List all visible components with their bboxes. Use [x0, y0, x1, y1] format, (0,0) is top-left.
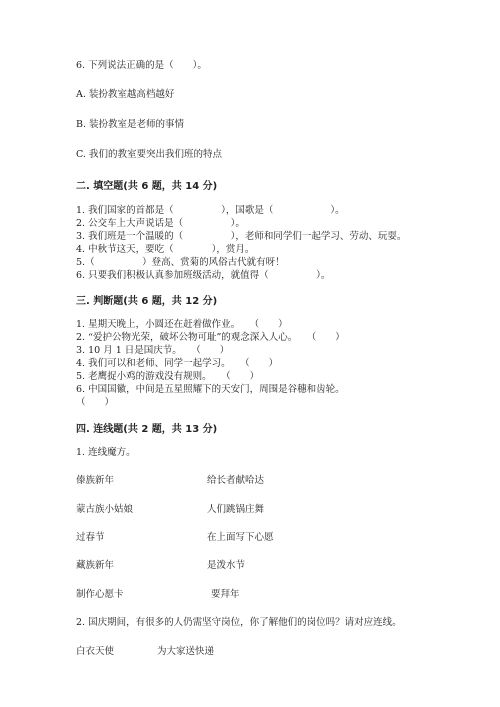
match-right-4: 是泼水节	[207, 560, 246, 571]
judge-item-4: 4. 我们可以和老师、同学一起学习。 （ ）	[76, 358, 279, 369]
match-right-3: 在上面写下心愿	[207, 532, 274, 543]
judge-item-1: 1. 星期天晚上，小圆还在赶着做作业。 （ ）	[76, 319, 288, 330]
judge-item-2: 2. “爱护公物光荣，破坏公物可耻”的观念深入人心。 （ ）	[76, 332, 345, 343]
match-left-3: 过春节	[76, 532, 105, 543]
fill-item-2: 2. 公交车上大声说话是（ ）。	[76, 218, 245, 229]
judge-item-6-bracket: （ ）	[76, 397, 115, 408]
match-left-4: 藏族新年	[76, 560, 115, 571]
match-heading: 四. 连线题(共 2 题，共 13 分)	[76, 424, 218, 435]
match-left-1: 傣族新年	[76, 475, 115, 486]
q6-option-a: A. 装扮教室越高档越好	[76, 89, 175, 100]
match-q2-right-1: 为大家送快递	[157, 646, 215, 657]
judge-item-3: 3. 10 月 1 日是国庆节。 （ ）	[76, 345, 230, 356]
match-q2-stem: 2. 国庆期间，有很多的人仍需坚守岗位，你了解他们的岗位吗？请对应连线。	[76, 617, 402, 628]
fill-item-1: 1. 我们国家的首都是（ ），国歌是（ ）。	[76, 205, 345, 216]
match-q1-stem: 1. 连线魔方。	[76, 447, 136, 458]
match-right-5: 要拜年	[211, 589, 240, 600]
q6-stem: 6. 下列说法正确的是（ ）。	[76, 60, 207, 71]
match-left-5: 制作心愿卡	[76, 589, 124, 600]
match-q2-left-1: 白衣天使	[76, 646, 115, 657]
judge-item-5: 5. 老鹰捉小鸡的游戏没有规则。 （ ）	[76, 371, 260, 382]
fill-item-3: 3. 我们班是一个温暖的（ ），老师和同学们一起学习、劳动、玩耍。	[76, 231, 407, 242]
fill-item-5: 5.（ ）登高、赏菊的风俗古代就有呀！	[76, 257, 285, 268]
fill-item-6: 6. 只要我们积极认真参加班级活动，就值得（ ）。	[76, 270, 331, 281]
judge-item-6: 6. 中国国徽，中间是五星照耀下的天安门，周围是谷穗和齿轮。	[76, 384, 345, 395]
match-right-2: 人们跳锅庄舞	[207, 504, 265, 515]
q6-option-c: C. 我们的教室要突出我们班的特点	[76, 149, 222, 160]
match-left-2: 蒙古族小姑娘	[76, 504, 134, 515]
fill-item-4: 4. 中秋节这天，要吃（ ），赏月。	[76, 244, 255, 255]
q6-option-b: B. 装扮教室是老师的事情	[76, 119, 185, 130]
match-right-1: 给长者献哈达	[207, 475, 265, 486]
fill-heading: 二. 填空题(共 6 题，共 14 分)	[76, 181, 218, 192]
judge-heading: 三. 判断题(共 6 题，共 12 分)	[76, 296, 218, 307]
